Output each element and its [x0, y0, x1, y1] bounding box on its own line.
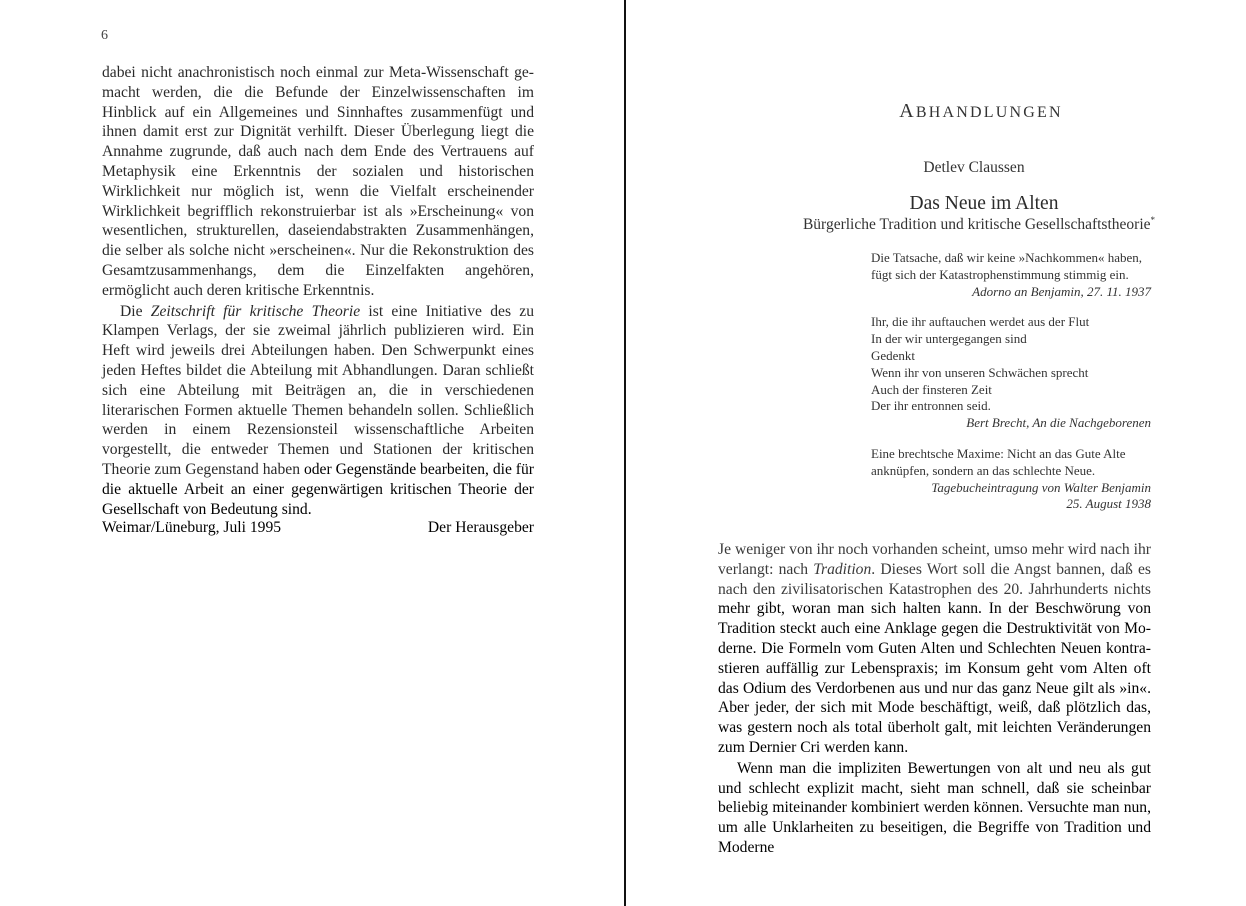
subtitle-text: Bürgerliche Tradition und kritische Gesellschaftstheorie	[802, 216, 1151, 233]
paragraph-text: ist eine Initiative des zu Klampen Verlags, der sie zweimal jährlich publizieren wird. Ein Heft wird jeweils drei Abteilungen haben. Den Schwerpunkt eines jeden Heftes bildet die Abteilung mit Abhandlungen. Daran schließt sich eine Abteilung mit Beiträgen an, die in verschiedenen literarischen Formen aktuelle Themen behandeln sollen. Schließlich werden in einem Rezensionsteil wissenschaftliche Arbeiten vorgestellt, die entweder Themen und Stationen der kritischen Theorie zum Gegenstand haben	[102, 302, 535, 478]
epigraph-line: Gedenkt	[871, 347, 916, 363]
article-subtitle	[626, 215, 1246, 234]
paragraph-text: Die	[120, 302, 151, 320]
paragraph: Wenn man die impliziten Bewertungen von alt und neu als gut und schlecht explizit macht, sieht man schnell, daß sie scheinbar beliebig miteinander kombiniert werden können. Versuchte man nun, um alle Unklarheiten zu beseitigen, die Begriffe von Tradition und Moderne	[718, 759, 1151, 856]
epigraphs	[871, 250, 1151, 527]
epigraph	[871, 314, 1151, 432]
epigraph-source: Tagebucheintragung von Walter Benjamin	[931, 479, 1151, 495]
emphasis: Tradition	[813, 560, 872, 578]
editor-signature: Der Herausgeber	[427, 519, 534, 536]
section-rest: BHANDLUNGEN	[915, 104, 1063, 121]
section-initial: A	[899, 100, 916, 122]
article-author: Detlev Claussen	[923, 159, 1025, 176]
page-number: 6	[101, 28, 108, 43]
paragraph	[718, 540, 1151, 758]
epigraph-line: Der ihr entronnen seid.	[871, 398, 991, 414]
epigraph-source: Adorno an Benjamin, 27. 11. 1937	[972, 283, 1151, 299]
article-title: Das Neue im Alten	[909, 193, 1059, 214]
paragraph-text: oder Gegenstände bearbeiten, die für die aktuelle Arbeit an einer gegenwärtigen kritischen Theorie der Gesellschaft von Bedeutung sind.	[102, 460, 534, 518]
paragraph-text: mehr gibt, woran man sich halten kann. In der Beschwörung von Tradition steckt auch eine Anklage gegen die Destruktivität von Moderne. Die Formeln vom Guten Alten und Schlechten Neuen kontrastieren auffällig zur Lebenspraxis; im Konsum geht vom Alten oft das Odium des Verdorbenen aus und nur das ganz Neue gilt als »in«. Aber jeder, der sich mit Mode beschäftigt, weiß, daß plötzlich das, was gestern noch als total überholt galt, mit leichten Veränderungen zum Dernier Cri werden kann.	[718, 600, 1151, 756]
place-date: Weimar/Lüneburg, Juli 1995	[102, 519, 282, 536]
epigraph-line: fügt sich der Katastrophenstimmung stimmig ein.	[871, 266, 1129, 282]
paragraph-text: Je weniger von ihr noch vorhanden scheint, umso mehr wird nach ihr verlangt: nach	[718, 541, 1151, 578]
paragraph: dabei nicht anachronistisch noch einmal zur Meta-Wissenschaft gemacht werden, die die Befunde der Einzelwissenschaften im Hinblick auf ein Allgemeines und Sinnhaftes zusammenfügt und ihnen damit erst zur Dignität verhilft. Dieser Überlegung liegt die Annahme zugrunde, daß auch nach dem Ende des Vertrauens auf Metaphysik eine Erkenntnis der sozialen und historischen Wirklichkeit nur möglich ist, wenn die Vielfalt erscheinender Wirklichkeit begrifflich rekonstruierbar ist als »Erscheinung« von wesentlichen, strukturellen, daseiendabstrakten Zusammenhängen, die selber als solche nicht »erscheinen«. Nur die Rekonstruktion des Gesamtzusammenhangs, dem die Einzelfakten angehören, ermöglicht auch deren kritische Erkenntnis.	[102, 64, 534, 299]
epigraph-line: Wenn ihr von unseren Schwächen sprecht	[871, 364, 1089, 380]
epigraph-line: Ihr, die ihr auftauchen werdet aus der Flut	[871, 314, 1090, 330]
epigraph-line: Eine brechtsche Maxime: Nicht an das Gute Alte	[871, 445, 1126, 461]
section-heading	[626, 100, 1246, 123]
preface-text	[102, 63, 534, 519]
epigraph-line: Die Tatsache, daß wir keine »Nachkommen« haben,	[871, 250, 1143, 265]
epigraph-line: anknüpfen, sondern an das schlechte Neue.	[871, 462, 1096, 478]
epigraph-line: Auch der finsteren Zeit	[871, 381, 992, 397]
epigraph-source: 25. August 1938	[1066, 496, 1151, 512]
paragraph-text: . Dieses Wort soll die Angst bannen, daß es nach den zivilisatorischen Katastrophen des 20. Jahrhunderts nichts	[718, 560, 1151, 598]
article-body	[718, 540, 1151, 858]
epigraph-source: Bert Brecht, An die Nachgeborenen	[966, 415, 1151, 431]
right-page	[626, 0, 1246, 906]
epigraph	[871, 250, 1151, 300]
signature-line	[102, 519, 534, 537]
epigraph-line: In der wir untergegangen sind	[871, 331, 1027, 347]
journal-title: Zeitschrift für kritische Theorie	[150, 302, 361, 320]
footnote-mark: *	[1150, 215, 1156, 225]
epigraph	[871, 446, 1151, 513]
paragraph	[102, 302, 534, 520]
